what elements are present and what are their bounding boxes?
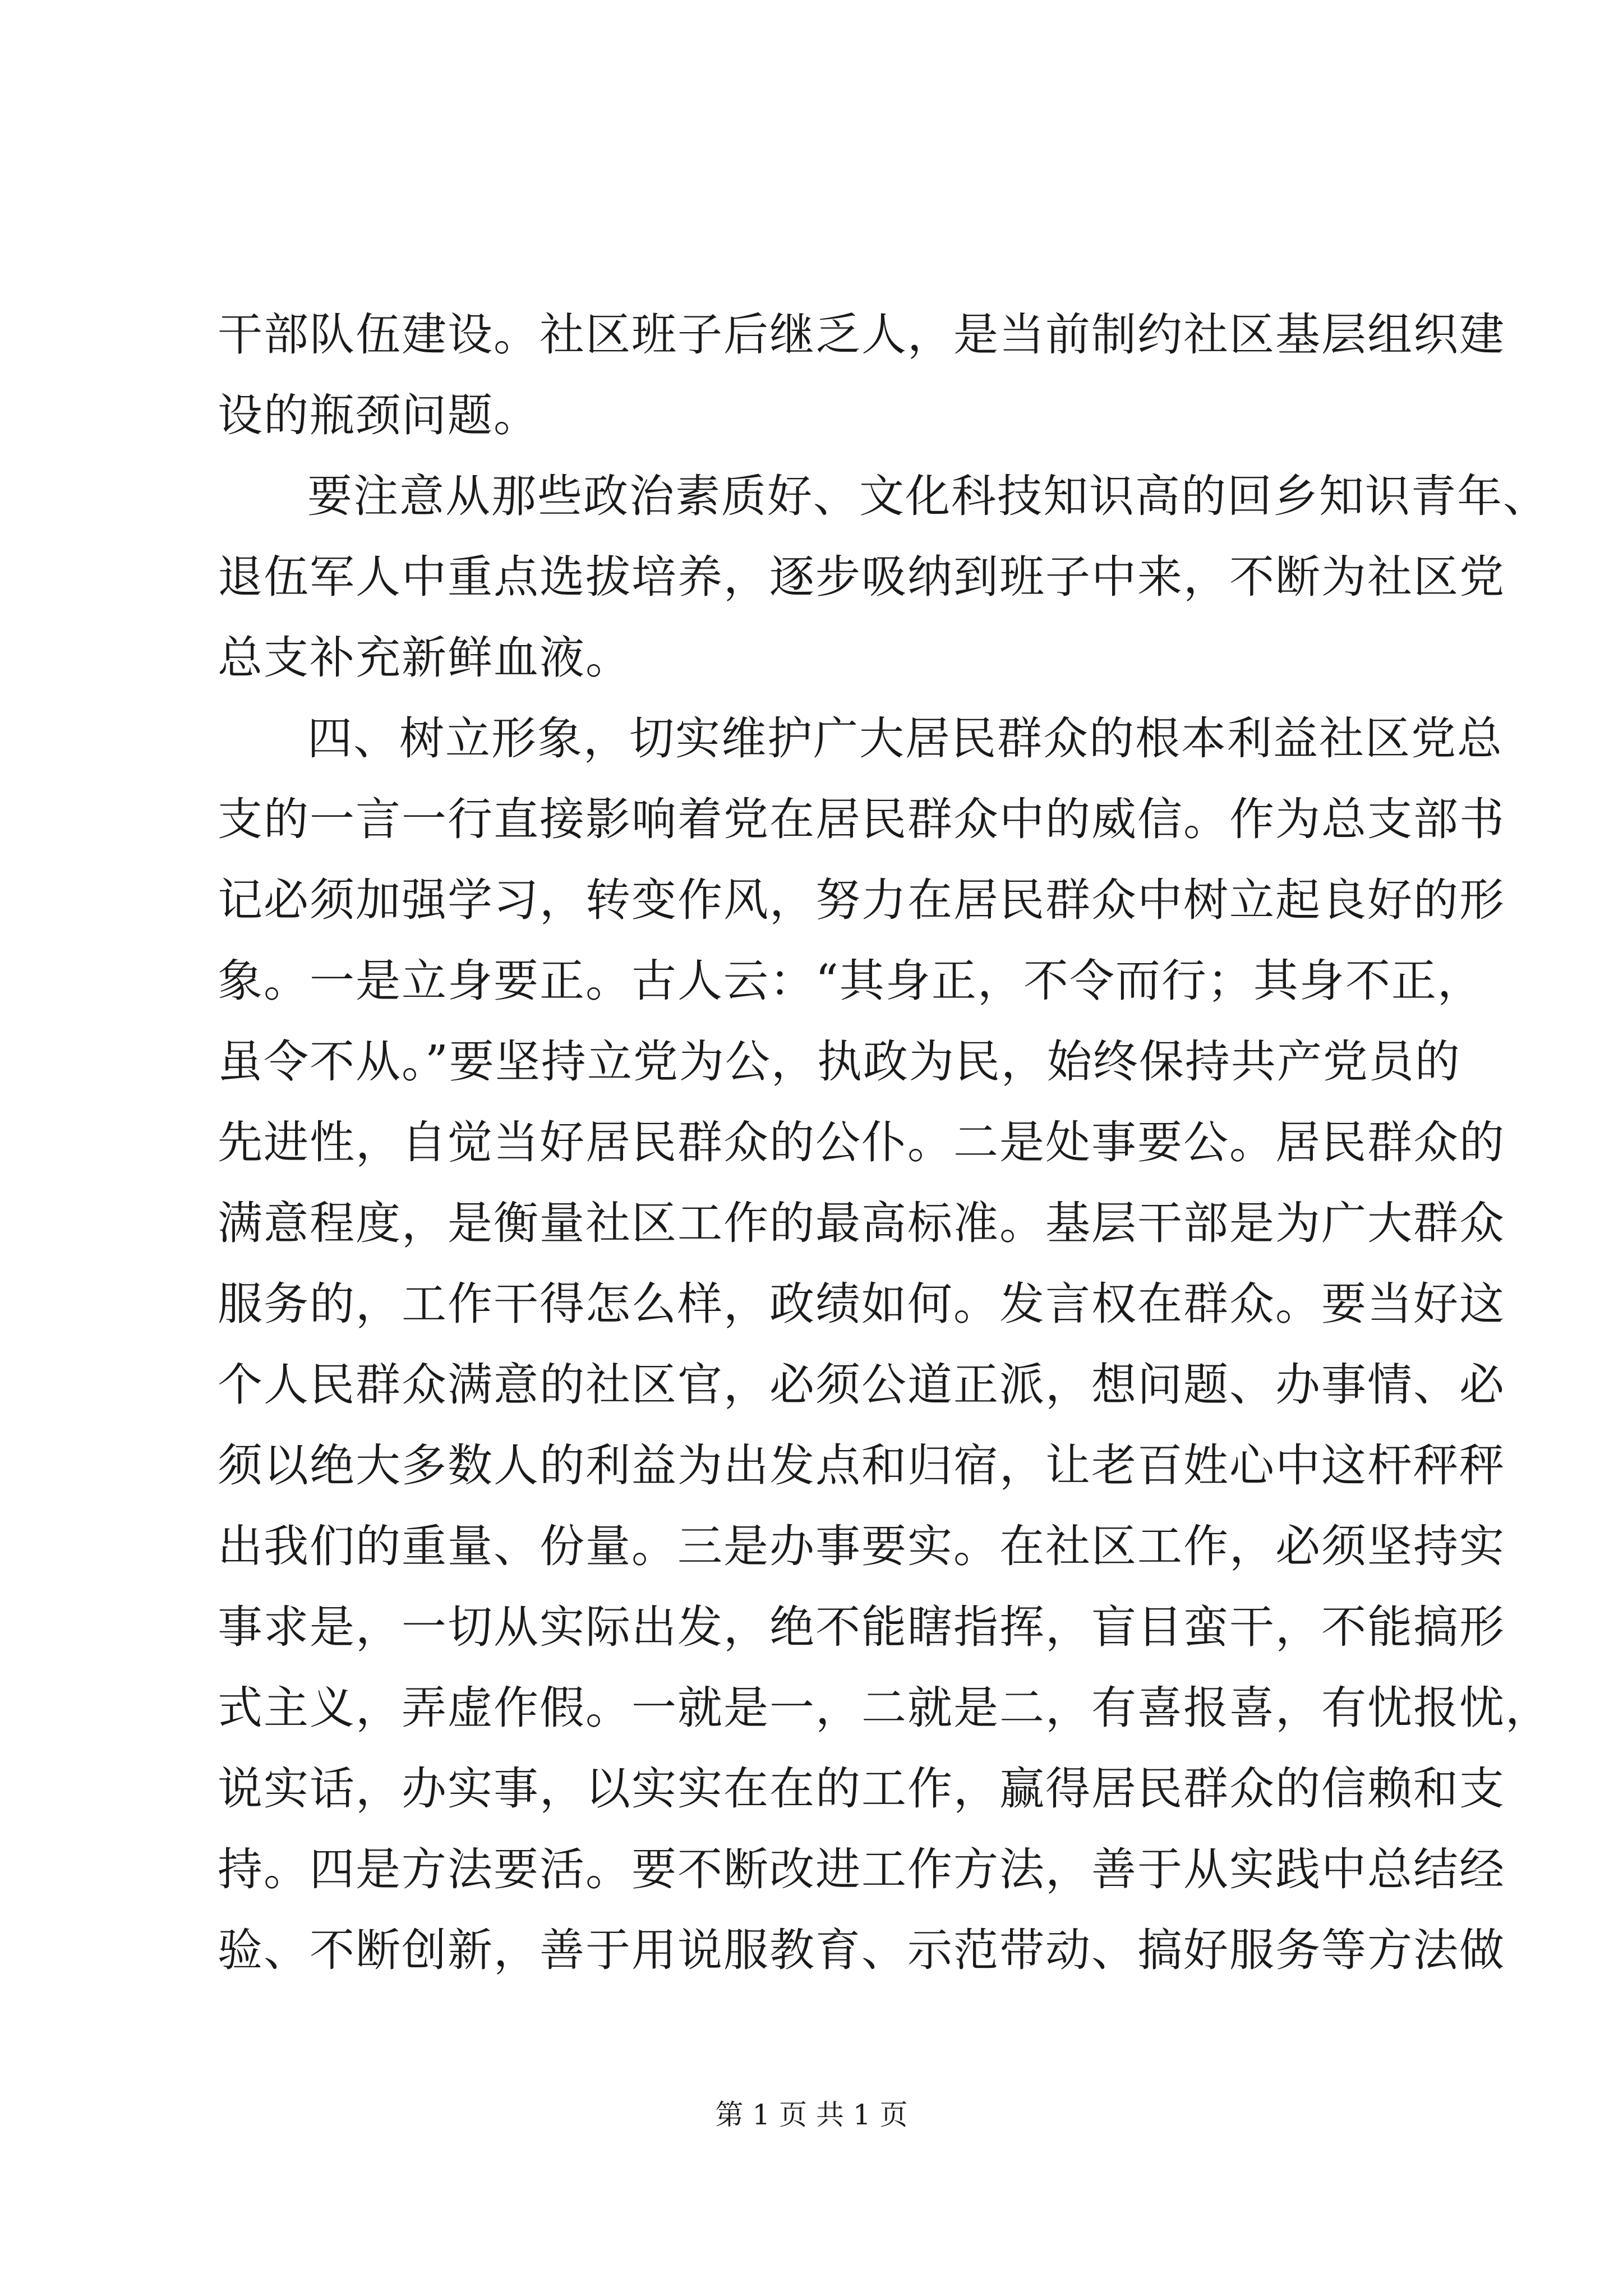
text-line: 验、不断创新，善于用说服教育、示范带动、搞好服务等方法做 <box>218 1924 1505 1976</box>
text-line: 满意程度，是衡量社区工作的最高标准。基层干部是为广大群众 <box>218 1197 1505 1249</box>
text-line: 总支补充新鲜血液。 <box>218 632 631 684</box>
page-number-label: 第 1 页 共 1 页 <box>715 2099 908 2131</box>
text-line: 支的一言一行直接影响着党在居民群众中的威信。作为总支部书 <box>218 793 1505 845</box>
text-line: 记必须加强学习，转变作风，努力在居民群众中树立起良好的形 <box>218 874 1505 926</box>
paragraph-start-line: 四、树立形象，切实维护广大居民群众的根本利益社区党总 <box>307 712 1503 765</box>
body-text <box>218 295 1551 1991</box>
text-line: 说实话，办实事，以实实在在的工作，赢得居民群众的信赖和支 <box>218 1763 1505 1815</box>
text-line: 先进性，自觉当好居民群众的公仆。二是处事要公。居民群众的 <box>218 1116 1505 1168</box>
text-line: 象。一是立身要正。古人云：“其身正，不令而行；其身不正， <box>218 955 1483 1007</box>
text-line: 干部队伍建设。社区班子后继乏人，是当前制约社区基层组织建 <box>218 309 1505 361</box>
text-line: 虽令不从。”要坚持立党为公，执政为民，始终保持共产党员的 <box>218 1036 1461 1088</box>
text-line: 事求是，一切从实际出发，绝不能瞎指挥，盲目蛮干，不能搞形 <box>218 1601 1505 1653</box>
text-line: 服务的，工作干得怎么样，政绩如何。发言权在群众。要当好这 <box>218 1278 1505 1330</box>
text-line: 退伍军人中重点选拔培养，逐步吸纳到班子中来，不断为社区党 <box>218 551 1505 603</box>
text-line: 持。四是方法要活。要不断改进工作方法，善于从实践中总结经 <box>218 1843 1505 1895</box>
page-footer <box>0 2095 1623 2134</box>
text-line: 设的瓶颈问题。 <box>218 389 540 441</box>
paragraph-start-line: 要注意从那些政治素质好、文化科技知识高的回乡知识青年、 <box>307 470 1549 522</box>
text-line: 个人民群众满意的社区官，必须公道正派，想问题、办事情、必 <box>218 1359 1505 1411</box>
text-line: 式主义，弄虚作假。一就是一，二就是二，有喜报喜，有忧报忧， <box>218 1682 1551 1734</box>
text-line: 须以绝大多数人的利益为出发点和归宿，让老百姓心中这杆秤秤 <box>218 1439 1505 1492</box>
text-line: 出我们的重量、份量。三是办事要实。在社区工作，必须坚持实 <box>218 1520 1505 1572</box>
